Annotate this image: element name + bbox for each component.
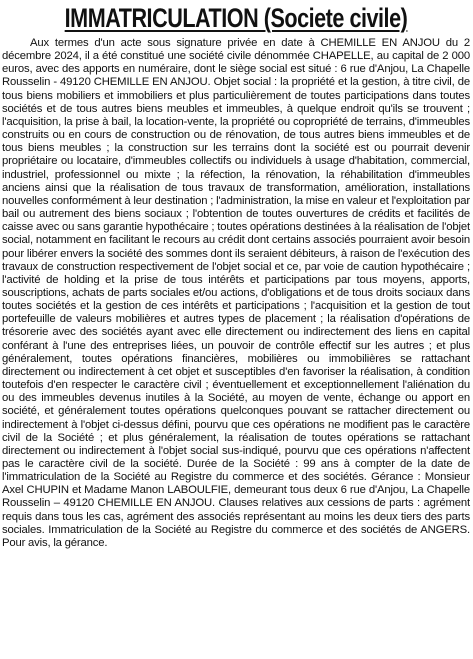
notice-body: Aux termes d'un acte sous signature privée en date à CHEMILLE EN ANJOU du 2 décembre 2024, il a été constitué une société civile dénommée CHAPELLE, au capital de 2 000 euros, avec des apports en numéraire, dont le siège social est situé : 6 rue d'Anjou, La Chapelle Rousselin - 49120 CHEMILLE EN ANJOU. Objet social : la propriété et la gestion, à titre civil, de tous biens mobiliers et immobiliers et plus particulièrement de toutes participations dans toutes sociétés et de tous autres biens meubles et immeubles, à quelque endroit qu'ils se trouvent ; l'acquisition, la prise à bail, la location-vente, la propriété ou copropriété de terrains, d'immeubles construits ou en cours de construction ou de rénovation, de tous autres biens immeubles et de tous biens meubles ; la construction sur les terrains dont la société est ou pourrait devenir propriétaire ou locataire, d'immeubles collectifs ou individuels à usage d'habitation, commercial, industriel, professionnel ou mixte ; la réfection, la rénovation, la réhabilitation d'immeubles anciens ainsi que la réalisation de tous travaux de transformation, amélioration, installations nouvelles conformément à leur destination ; l'administration, la mise en valeur et l'exploitation par bail ou autrement des biens sociaux ; l'obtention de toutes ouvertures de crédits et facilités de caisse avec ou sans garantie hypothécaire ; toutes opérations destinées à la réalisation de l'objet social, notamment en facilitant le recours au crédit dont certains associés pourraient avoir besoin pour libérer envers la société des sommes dont ils seraient débiteurs, à raison de l'exécution des travaux de construction respectivement de l'objet social et ce, par voie de caution hypothécaire ; l'activité de holding et la prise de tous intérêts et participations par tous moyens, apports, souscriptions, achats de parts sociales et/ou actions, d'obligations et de tous droits sociaux dans toutes sociétés et la gestion de ces intérêts et participations ; l'acquisition et la gestion de tout portefeuille de valeurs mobilières et autres types de placement ; la réalisation d'opérations de trésorerie avec des sociétés ayant avec elle directement ou indirectement des liens en capital conférant à l'une des entreprises liées, un pouvoir de contrôle effectif sur les autres ; et plus généralement, toutes opérations financières, mobilières ou immobilières se rattachant directement ou indirectement à cet objet et susceptibles d'en favoriser la réalisation, à condition toutefois d'en respecter le caractère civil ; éventuellement et exceptionnellement l'aliénation du ou des immeubles devenus inutiles à la Société, au moyen de vente, échange ou apport en société, et généralement toutes opérations quelconques pouvant se rattacher directement ou indirectement à l'objet ci-dessus défini, pourvu que ces opérations ne modifient pas le caractère civil de la Société ; et plus généralement, la réalisation de toutes opérations se rattachant directement ou indirectement à l'objet social sus-indiqué, pourvu que ces opérations n'affectent pas le caractère civil de la société. Durée de la Société : 99 ans à compter de la date de l'immatriculation de la Société au Registre du commerce et des sociétés. Gérance : Monsieur Axel CHUPIN et Madame Manon LABOULFIE, demeurant tous deux 6 rue d'Anjou, La Chapelle Rousselin – 49120 CHEMILLE EN ANJOU. Clauses relatives aux cessions de parts : agrément requis dans tous les cas, agrément des associés représentant au moins les deux tiers des parts sociales. Immatriculation de la Société au Registre du commerce et des sociétés de ANGERS. Pour avis, la gérance. xyxy=(2,37,470,549)
notice-title: IMMATRICULATION (Societe civile) xyxy=(64,3,408,33)
